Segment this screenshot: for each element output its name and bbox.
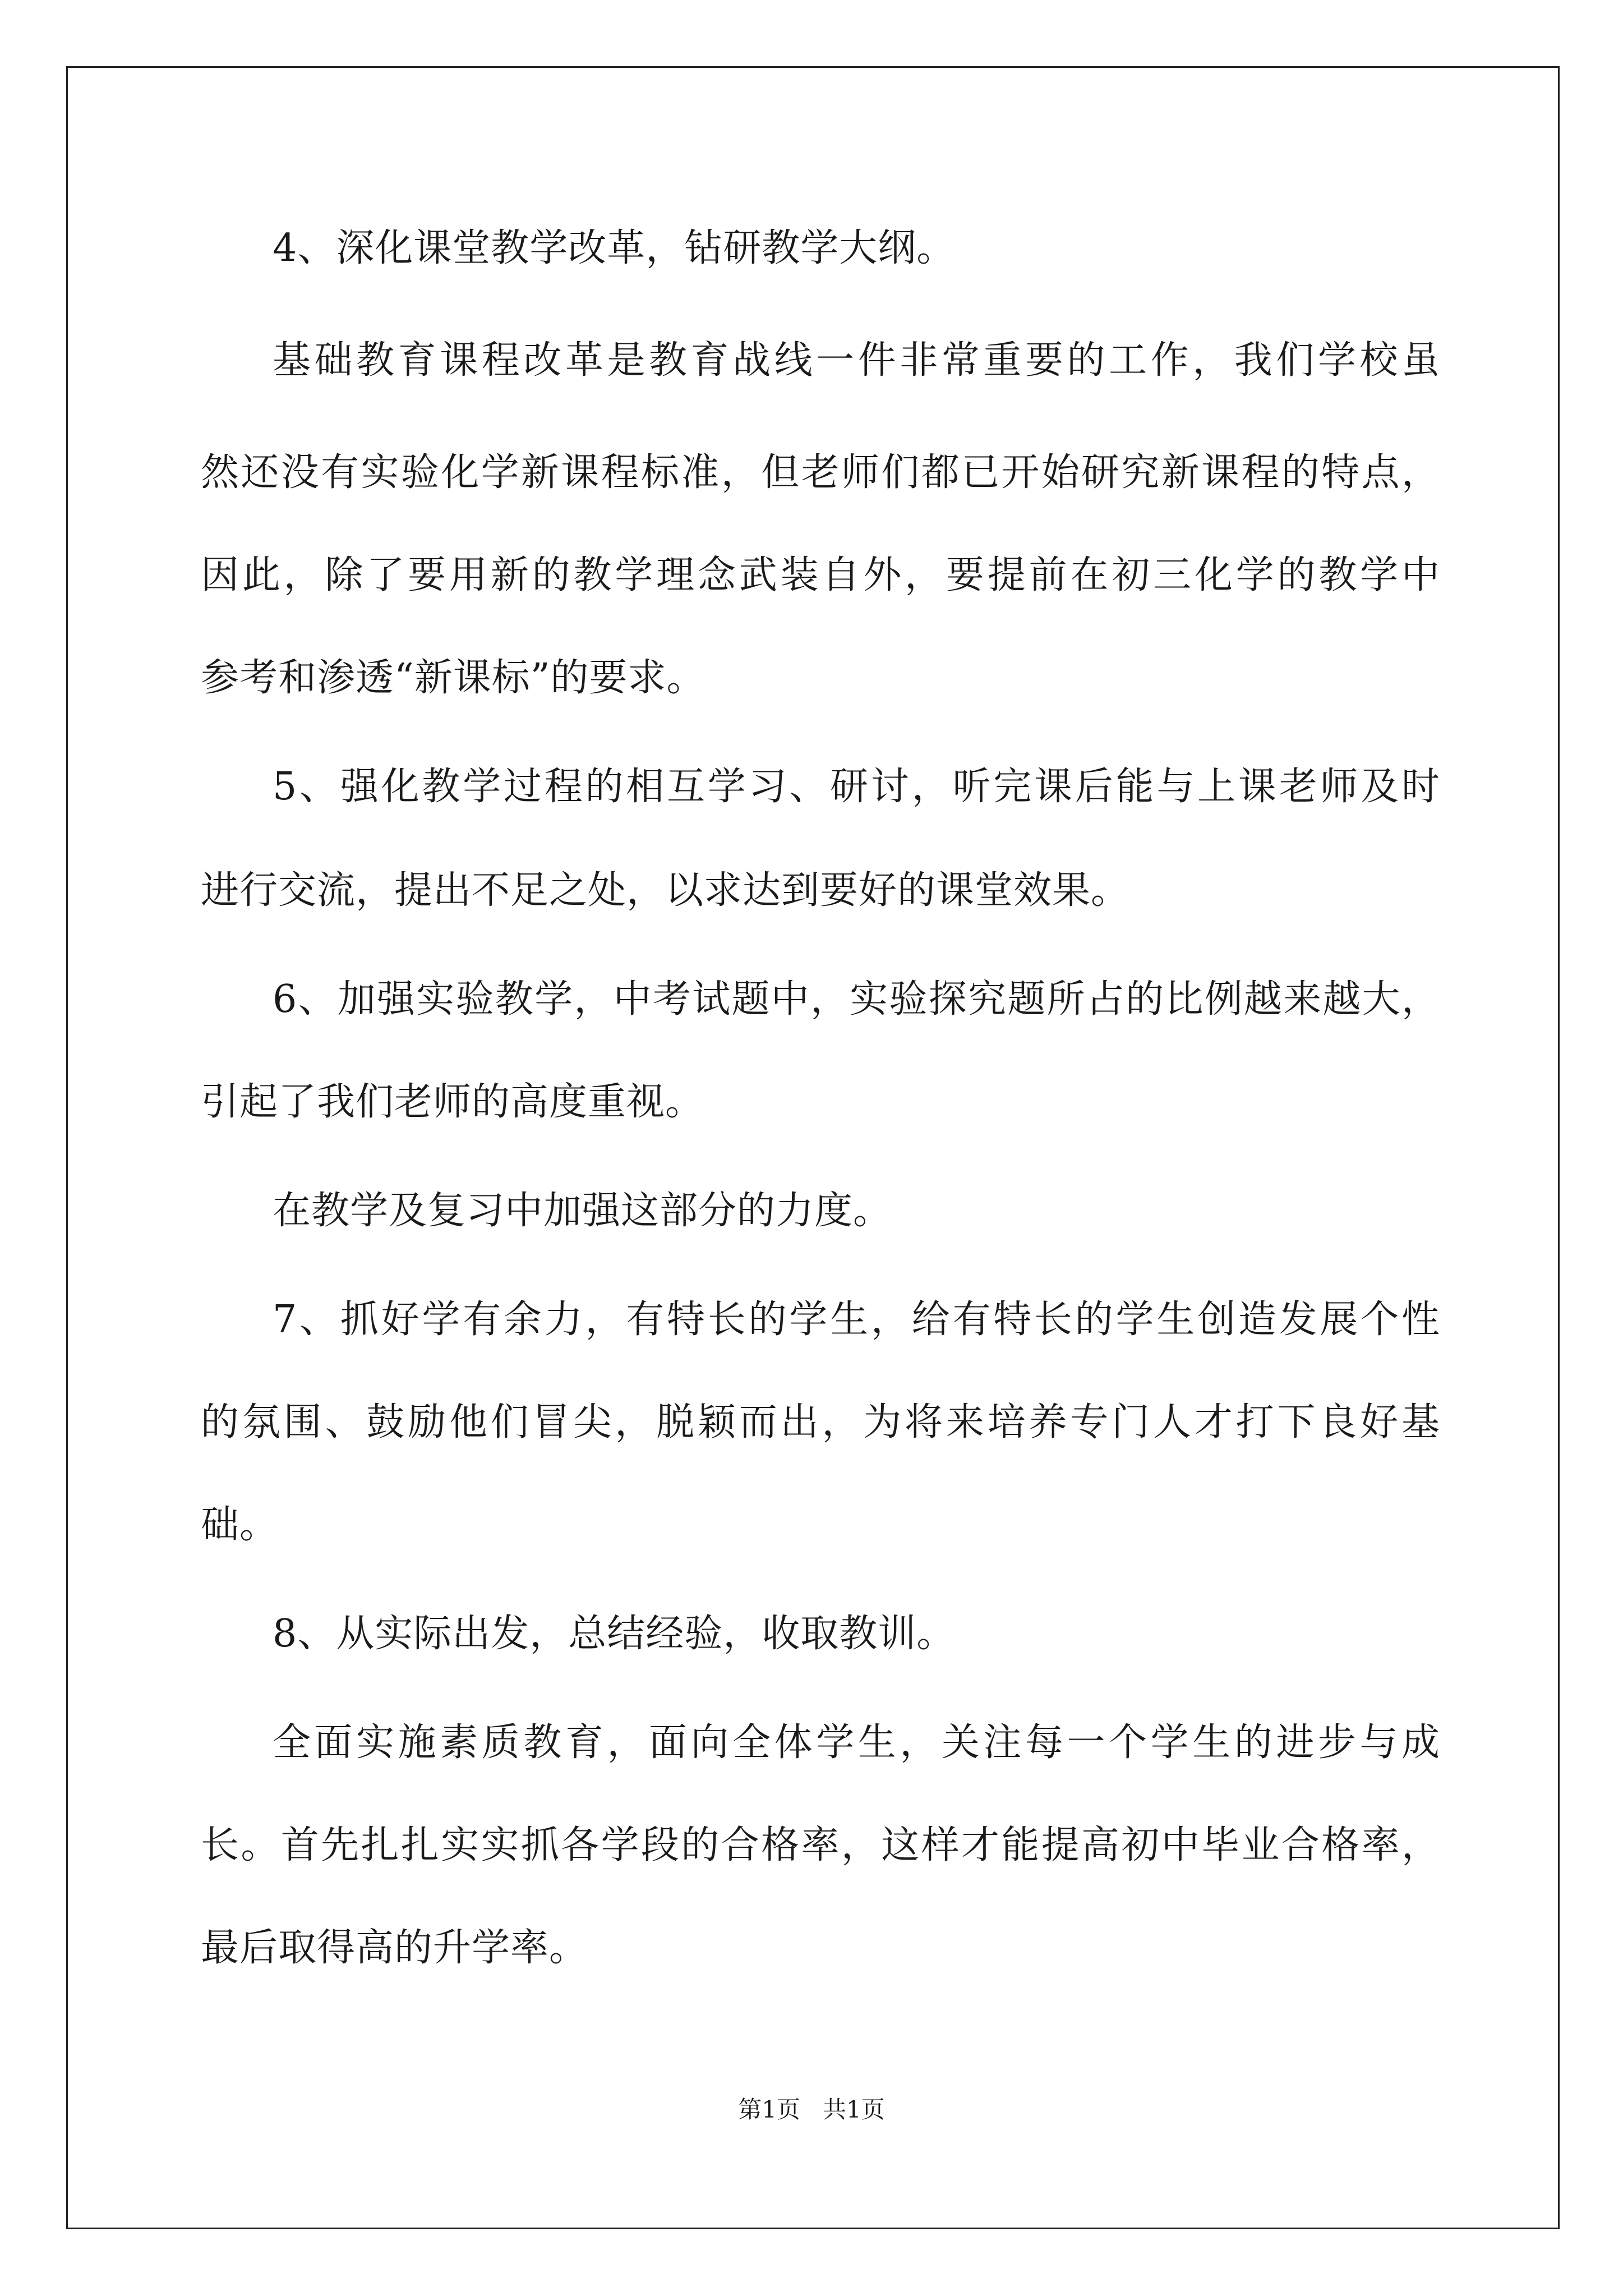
page-number-footer: 第1页 共1页 bbox=[738, 2096, 885, 2123]
paragraph-line: 全面实施素质教育，面向全体学生，关注每一个学生的进步与成 bbox=[273, 1720, 1440, 1765]
paragraph-line: 长。首先扎扎实实抓各学段的合格率，这样才能提高初中毕业合格率， bbox=[201, 1823, 1440, 1867]
paragraph-line: 基础教育课程改革是教育战线一件非常重要的工作，我们学校虽 bbox=[273, 338, 1440, 383]
paragraph-line: 在教学及复习中加强这部分的力度。 bbox=[273, 1189, 892, 1233]
paragraph-heading-7: 7、抓好学有余力，有特长的学生，给有特长的学生创造发展个性 bbox=[273, 1297, 1440, 1342]
paragraph-line: 因此，除了要用新的教学理念武装自外，要提前在初三化学的教学中 bbox=[201, 553, 1440, 597]
paragraph-heading-6: 6、加强实验教学，中考试题中，实验探究题所占的比例越来越大， bbox=[273, 977, 1440, 1022]
paragraph-line: 进行交流，提出不足之处，以求达到要好的课堂效果。 bbox=[201, 868, 1130, 913]
paragraph-heading-5: 5、强化教学过程的相互学习、研讨，听完课后能与上课老师及时 bbox=[273, 765, 1440, 809]
paragraph-heading-4: 4、深化课堂教学改革，钻研教学大纲。 bbox=[273, 226, 956, 270]
paragraph-line: 础。 bbox=[201, 1503, 279, 1547]
paragraph-line: 最后取得高的升学率。 bbox=[201, 1926, 588, 1970]
paragraph-heading-8: 8、从实际出发，总结经验，收取教训。 bbox=[273, 1612, 956, 1656]
paragraph-line: 引起了我们老师的高度重视。 bbox=[201, 1080, 704, 1124]
paragraph-line: 的氛围、鼓励他们冒尖，脱颖而出，为将来培养专门人才打下良好基 bbox=[201, 1400, 1440, 1444]
paragraph-line: 参考和渗透“新课标”的要求。 bbox=[201, 656, 706, 700]
page-frame bbox=[66, 66, 1560, 2229]
paragraph-line: 然还没有实验化学新课程标准，但老师们都已开始研究新课程的特点， bbox=[201, 450, 1440, 495]
